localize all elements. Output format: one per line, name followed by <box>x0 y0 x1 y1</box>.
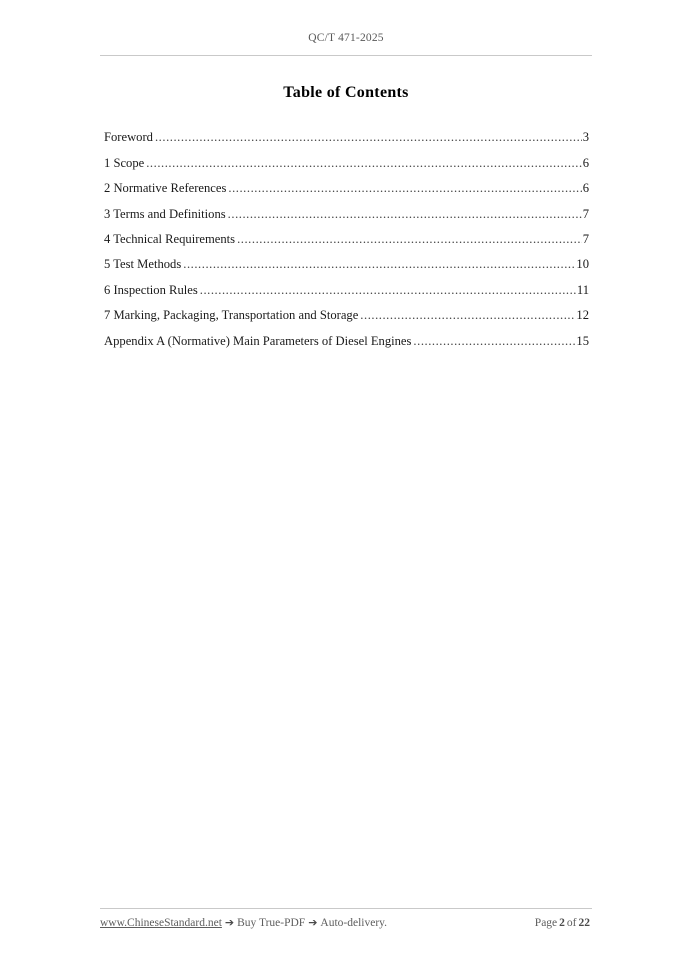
toc-entry-label: 6 Inspection Rules <box>104 282 198 297</box>
toc-entry-page: 10 <box>576 257 589 272</box>
toc-dot-leader <box>183 259 575 272</box>
toc-entry-scope[interactable] <box>104 145 589 170</box>
toc-entry-page: 6 <box>582 181 589 196</box>
toc-dot-leader <box>155 132 582 145</box>
table-of-contents-list <box>104 120 589 349</box>
toc-entry-appendix-a[interactable] <box>104 323 589 348</box>
header-divider <box>100 55 592 56</box>
toc-entry-inspection-rules[interactable] <box>104 272 589 297</box>
toc-dot-leader <box>146 158 581 171</box>
toc-dot-leader <box>200 285 576 298</box>
toc-entry-page: 6 <box>582 155 589 170</box>
footer-delivery-label: Auto-delivery. <box>320 917 388 929</box>
toc-dot-leader <box>360 310 575 323</box>
chinesestandard-link[interactable]: www.ChineseStandard.net <box>100 917 222 929</box>
toc-entry-label: 1 Scope <box>104 155 145 170</box>
page-indicator <box>535 917 592 929</box>
toc-entry-label: 7 Marking, Packaging, Transportation and Storage <box>104 308 359 323</box>
toc-entry-label: 4 Technical Requirements <box>104 231 236 246</box>
toc-dot-leader <box>228 183 581 196</box>
footer-promo-text <box>100 916 387 929</box>
toc-entry-page: 11 <box>576 282 589 297</box>
standard-code: QC/T 471-2025 <box>308 32 384 44</box>
arrow-right-icon: ➔ <box>308 916 318 929</box>
page-title: Table of Contents <box>283 84 409 101</box>
page-word-label: Page <box>534 917 558 929</box>
toc-entry-label: 3 Terms and Definitions <box>104 206 226 221</box>
toc-entry-label: 2 Normative References <box>104 181 227 196</box>
toc-entry-terms-and-definitions[interactable] <box>104 196 589 221</box>
footer-buy-label: Buy True-PDF <box>237 917 306 929</box>
toc-entry-technical-requirements[interactable] <box>104 222 589 247</box>
total-page-number: 22 <box>578 917 590 929</box>
toc-entry-label: 5 Test Methods <box>104 257 182 272</box>
running-footer <box>100 916 592 929</box>
toc-dot-leader <box>228 209 582 222</box>
toc-entry-page: 3 <box>582 130 589 145</box>
toc-entry-page: 15 <box>576 333 589 348</box>
toc-entry-page: 12 <box>576 308 589 323</box>
toc-entry-page: 7 <box>582 206 589 221</box>
toc-entry-foreword[interactable] <box>104 120 589 145</box>
toc-entry-page: 7 <box>582 231 589 246</box>
footer-divider <box>100 908 592 909</box>
toc-entry-label: Appendix A (Normative) Main Parameters of Diesel Engines <box>104 333 412 348</box>
arrow-right-icon: ➔ <box>224 916 235 929</box>
toc-dot-leader <box>237 234 582 247</box>
current-page-number: 2 <box>559 917 565 929</box>
toc-dot-leader <box>413 336 575 349</box>
toc-entry-test-methods[interactable] <box>104 247 589 272</box>
toc-entry-label: Foreword <box>104 130 153 145</box>
toc-entry-normative-references[interactable] <box>104 171 589 196</box>
toc-entry-marking-packaging-transportation-storage[interactable] <box>104 298 589 323</box>
of-word-label: of <box>566 917 577 929</box>
running-header <box>100 28 592 46</box>
